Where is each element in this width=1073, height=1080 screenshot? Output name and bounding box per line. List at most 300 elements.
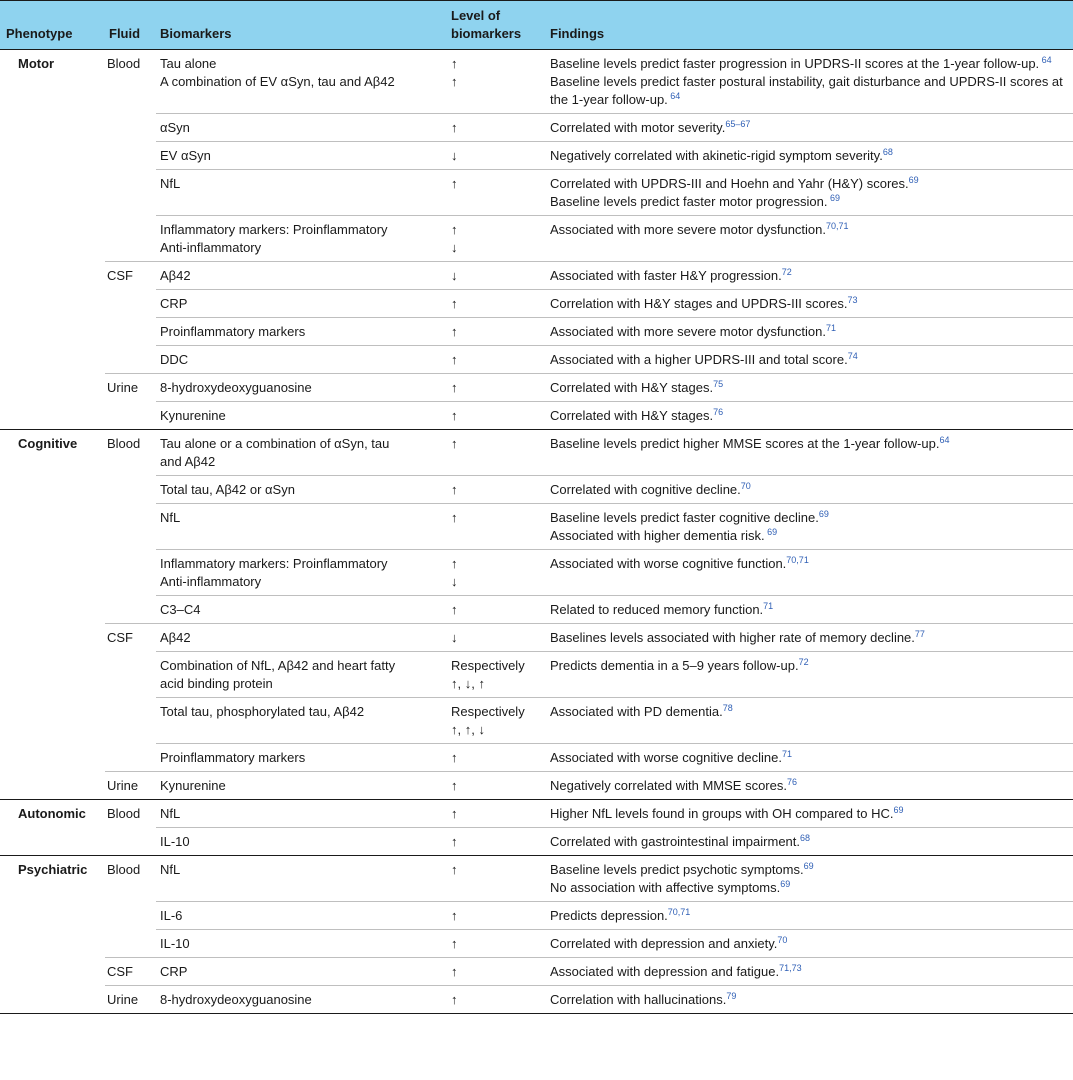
reference-link[interactable]: 79 xyxy=(726,991,737,1001)
fluid-cell xyxy=(105,170,156,216)
finding-line xyxy=(550,703,1067,721)
findings-cell xyxy=(546,856,1073,902)
finding-line xyxy=(550,323,1067,341)
phenotype-cell xyxy=(0,772,105,800)
fluid-cell xyxy=(105,902,156,930)
finding-text: Correlated with motor severity. xyxy=(550,120,726,135)
table-row xyxy=(0,902,1073,930)
fluid-cell: Urine xyxy=(105,772,156,800)
finding-line xyxy=(550,527,1067,545)
biomarker-cell xyxy=(156,902,447,930)
phenotype-cell xyxy=(0,318,105,346)
reference-link[interactable]: 69 xyxy=(893,805,904,815)
finding-text: Baseline levels predict faster cognitive decline. xyxy=(550,510,819,525)
level-cell xyxy=(447,170,546,216)
phenotype-cell xyxy=(0,346,105,374)
biomarker-line: Aβ42 xyxy=(160,630,191,645)
fluid-cell: CSF xyxy=(105,624,156,652)
biomarker-line: IL-10 xyxy=(160,936,190,951)
biomarker-cell xyxy=(156,958,447,986)
finding-text: Correlated with H&Y stages. xyxy=(550,380,714,395)
fluid-cell xyxy=(105,652,156,698)
finding-text: Predicts dementia in a 5–9 years follow-up. xyxy=(550,658,799,673)
fluid-cell: Blood xyxy=(105,50,156,114)
biomarker-line: Kynurenine xyxy=(160,408,226,423)
fluid-cell xyxy=(105,550,156,596)
biomarker-line: NfL xyxy=(160,176,181,191)
level-line: ↑ xyxy=(451,352,458,367)
table-row xyxy=(0,374,1073,402)
reference-link[interactable]: 69 xyxy=(764,527,778,537)
biomarker-line: C3–C4 xyxy=(160,602,201,617)
reference-link[interactable]: 68 xyxy=(800,833,811,843)
finding-text: Correlated with depression and anxiety. xyxy=(550,936,778,951)
header-level xyxy=(447,1,546,50)
level-line: ↑ xyxy=(451,436,458,451)
finding-text: Correlated with cognitive decline. xyxy=(550,482,741,497)
table-row xyxy=(0,114,1073,142)
finding-text: Negatively correlated with MMSE scores. xyxy=(550,778,787,793)
phenotype-cell xyxy=(0,170,105,216)
finding-text: Correlated with UPDRS-III and Hoehn and Yahr (H&Y) scores. xyxy=(550,176,909,191)
biomarker-line: Total tau, phosphorylated tau, Aβ42 xyxy=(160,704,365,719)
finding-text: Correlated with gastrointestinal impairment. xyxy=(550,834,800,849)
findings-cell xyxy=(546,476,1073,504)
phenotype-cell xyxy=(0,290,105,318)
findings-cell xyxy=(546,652,1073,698)
level-line: ↑ xyxy=(451,992,458,1007)
findings-cell xyxy=(546,318,1073,346)
finding-text: Baseline levels predict faster motor progression. xyxy=(550,194,828,209)
finding-line xyxy=(550,221,1067,239)
finding-line xyxy=(550,379,1067,397)
level-cell xyxy=(447,142,546,170)
finding-line xyxy=(550,629,1067,647)
phenotype-cell: Motor xyxy=(0,50,105,114)
phenotype-cell xyxy=(0,698,105,744)
finding-line xyxy=(550,861,1067,879)
reference-link[interactable]: 65–67 xyxy=(725,119,751,129)
phenotype-cell xyxy=(0,652,105,698)
biomarker-line: CRP xyxy=(160,964,188,979)
level-line: ↑ xyxy=(451,296,458,311)
reference-link[interactable]: 73 xyxy=(847,295,858,305)
biomarker-line: NfL xyxy=(160,806,181,821)
header-row xyxy=(0,1,1073,50)
findings-cell xyxy=(546,142,1073,170)
header-level-line1: Level of xyxy=(451,8,501,23)
level-cell xyxy=(447,262,546,290)
findings-cell xyxy=(546,550,1073,596)
biomarker-line: 8-hydroxydeoxyguanosine xyxy=(160,380,312,395)
level-line: Respectively xyxy=(451,704,525,719)
biomarker-line: Inflammatory markers: Proinflammatory xyxy=(160,222,388,237)
phenotype-cell xyxy=(0,986,105,1014)
level-cell xyxy=(447,652,546,698)
finding-line xyxy=(550,193,1067,211)
table-row xyxy=(0,262,1073,290)
table-row xyxy=(0,800,1073,828)
reference-link[interactable]: 72 xyxy=(798,657,809,667)
finding-line xyxy=(550,73,1067,109)
finding-line xyxy=(550,351,1067,369)
table-row xyxy=(0,346,1073,374)
level-line: ↑ xyxy=(451,380,458,395)
findings-cell xyxy=(546,744,1073,772)
biomarker-line: Kynurenine xyxy=(160,778,226,793)
fluid-cell: Blood xyxy=(105,800,156,828)
level-cell xyxy=(447,772,546,800)
table-row xyxy=(0,216,1073,262)
finding-line xyxy=(550,295,1067,313)
finding-text: Correlation with hallucinations. xyxy=(550,992,727,1007)
table-row xyxy=(0,142,1073,170)
biomarker-line: Tau alone xyxy=(160,56,217,71)
phenotype-cell xyxy=(0,142,105,170)
finding-line xyxy=(550,991,1067,1009)
finding-line xyxy=(550,805,1067,823)
finding-text: Baseline levels predict faster progression in UPDRS-II scores at the 1-year follow-up. xyxy=(550,56,1040,71)
reference-link[interactable]: 69 xyxy=(908,175,919,185)
level-line: ↑ xyxy=(451,778,458,793)
findings-cell xyxy=(546,290,1073,318)
finding-text: Associated with a higher UPDRS-III and total score. xyxy=(550,352,848,367)
reference-link[interactable]: 70 xyxy=(777,935,788,945)
fluid-cell xyxy=(105,930,156,958)
findings-cell xyxy=(546,958,1073,986)
fluid-cell xyxy=(105,346,156,374)
biomarker-cell xyxy=(156,114,447,142)
level-cell xyxy=(447,50,546,114)
finding-line xyxy=(550,907,1067,925)
table-row xyxy=(0,596,1073,624)
finding-line xyxy=(550,147,1067,165)
level-cell xyxy=(447,504,546,550)
fluid-cell xyxy=(105,596,156,624)
findings-cell xyxy=(546,50,1073,114)
reference-link[interactable]: 76 xyxy=(786,777,797,787)
level-cell xyxy=(447,374,546,402)
biomarker-cell xyxy=(156,318,447,346)
findings-cell xyxy=(546,430,1073,476)
table-row xyxy=(0,430,1073,476)
level-cell xyxy=(447,318,546,346)
biomarker-line: EV αSyn xyxy=(160,148,211,163)
biomarker-cell xyxy=(156,402,447,430)
reference-link[interactable]: 70,71 xyxy=(826,221,849,231)
finding-text: Correlated with H&Y stages. xyxy=(550,408,714,423)
table-row xyxy=(0,986,1073,1014)
level-line: ↑ xyxy=(451,408,458,423)
level-line: ↑ xyxy=(451,602,458,617)
table-row xyxy=(0,50,1073,114)
findings-cell xyxy=(546,828,1073,856)
table-row xyxy=(0,652,1073,698)
biomarker-line: Aβ42 xyxy=(160,268,191,283)
level-line: ↑ xyxy=(451,222,458,237)
finding-text: Associated with higher dementia risk. xyxy=(550,528,765,543)
fluid-cell: CSF xyxy=(105,262,156,290)
reference-link[interactable]: 71 xyxy=(763,601,774,611)
phenotype-cell xyxy=(0,624,105,652)
table-header xyxy=(0,1,1073,50)
level-cell xyxy=(447,986,546,1014)
level-line: ↑ xyxy=(451,324,458,339)
finding-text: Baseline levels predict higher MMSE scores at the 1-year follow-up. xyxy=(550,436,940,451)
level-cell xyxy=(447,550,546,596)
biomarker-line: Anti-inflammatory xyxy=(160,240,262,255)
level-line: ↑ xyxy=(451,750,458,765)
table-row xyxy=(0,504,1073,550)
reference-link[interactable]: 70 xyxy=(740,481,751,491)
level-line: ↑ xyxy=(451,56,458,71)
finding-text: Associated with PD dementia. xyxy=(550,704,723,719)
finding-text: Associated with worse cognitive decline. xyxy=(550,750,782,765)
fluid-cell xyxy=(105,744,156,772)
header-fluid: Fluid xyxy=(105,1,156,50)
level-cell xyxy=(447,800,546,828)
finding-text: Related to reduced memory function. xyxy=(550,602,764,617)
fluid-cell xyxy=(105,476,156,504)
reference-link[interactable]: 69 xyxy=(803,861,814,871)
reference-link[interactable]: 64 xyxy=(667,91,681,101)
reference-link[interactable]: 69 xyxy=(780,879,791,889)
level-line: ↓ xyxy=(451,574,458,589)
reference-link[interactable]: 68 xyxy=(882,147,893,157)
biomarker-cell xyxy=(156,596,447,624)
level-cell xyxy=(447,958,546,986)
fluid-cell xyxy=(105,504,156,550)
header-phenotype: Phenotype xyxy=(0,1,105,50)
biomarker-cell xyxy=(156,374,447,402)
finding-text: Associated with worse cognitive function. xyxy=(550,556,787,571)
biomarker-cell xyxy=(156,652,447,698)
reference-link[interactable]: 78 xyxy=(722,703,733,713)
phenotype-cell xyxy=(0,374,105,402)
reference-link[interactable]: 71 xyxy=(826,323,837,333)
level-line: ↓ xyxy=(451,148,458,163)
level-line: ↓ xyxy=(451,630,458,645)
phenotype-cell xyxy=(0,476,105,504)
biomarker-line: Combination of NfL, Aβ42 and heart fatty xyxy=(160,658,396,673)
reference-link[interactable]: 70,71 xyxy=(667,907,691,917)
biomarker-line: CRP xyxy=(160,296,188,311)
findings-cell xyxy=(546,114,1073,142)
table-row xyxy=(0,476,1073,504)
phenotype-cell: Cognitive xyxy=(0,430,105,476)
reference-link[interactable]: 69 xyxy=(827,193,840,203)
reference-link[interactable]: 72 xyxy=(781,267,792,277)
fluid-cell: Urine xyxy=(105,374,156,402)
findings-cell xyxy=(546,596,1073,624)
biomarker-line: Tau alone or a combination of αSyn, tau xyxy=(160,436,390,451)
finding-line xyxy=(550,435,1067,453)
biomarker-cell xyxy=(156,50,447,114)
level-cell xyxy=(447,930,546,958)
phenotype-cell xyxy=(0,902,105,930)
phenotype-cell xyxy=(0,550,105,596)
findings-cell xyxy=(546,262,1073,290)
fluid-cell xyxy=(105,828,156,856)
table-row xyxy=(0,856,1073,902)
reference-link[interactable]: 74 xyxy=(847,351,858,361)
level-line: ↑, ↓, ↑ xyxy=(451,676,485,691)
biomarker-line: DDC xyxy=(160,352,189,367)
header-level-line2: biomarkers xyxy=(451,26,522,41)
phenotype-cell xyxy=(0,596,105,624)
findings-cell xyxy=(546,374,1073,402)
level-line: ↑ xyxy=(451,834,458,849)
reference-link[interactable]: 77 xyxy=(914,629,925,639)
reference-link[interactable]: 76 xyxy=(713,407,724,417)
level-cell xyxy=(447,216,546,262)
finding-line xyxy=(550,55,1067,73)
finding-line xyxy=(550,879,1067,897)
table-row xyxy=(0,290,1073,318)
biomarker-cell xyxy=(156,624,447,652)
phenotype-cell xyxy=(0,930,105,958)
level-cell xyxy=(447,430,546,476)
finding-line xyxy=(550,601,1067,619)
level-line: ↑ xyxy=(451,908,458,923)
finding-line xyxy=(550,749,1067,767)
table-row xyxy=(0,318,1073,346)
findings-cell xyxy=(546,800,1073,828)
biomarker-line: A combination of EV αSyn, tau and Aβ42 xyxy=(160,74,395,89)
biomarker-cell xyxy=(156,550,447,596)
level-line: ↑ xyxy=(451,936,458,951)
biomarker-cell xyxy=(156,800,447,828)
finding-line xyxy=(550,555,1067,573)
fluid-cell xyxy=(105,142,156,170)
level-line: ↑ xyxy=(451,964,458,979)
finding-text: Associated with more severe motor dysfunction. xyxy=(550,324,827,339)
biomarker-cell xyxy=(156,504,447,550)
finding-line xyxy=(550,509,1067,527)
phenotype-cell xyxy=(0,114,105,142)
phenotype-cell xyxy=(0,828,105,856)
findings-cell xyxy=(546,346,1073,374)
phenotype-cell: Autonomic xyxy=(0,800,105,828)
reference-link[interactable]: 71,73 xyxy=(779,963,802,973)
fluid-cell: Blood xyxy=(105,430,156,476)
reference-link[interactable]: 69 xyxy=(818,509,829,519)
level-line: ↑ xyxy=(451,120,458,135)
finding-line xyxy=(550,175,1067,193)
header-biomarkers: Biomarkers xyxy=(156,1,447,50)
level-line: ↓ xyxy=(451,240,458,255)
finding-line xyxy=(550,777,1067,795)
table-body xyxy=(0,50,1073,1014)
biomarker-cell xyxy=(156,430,447,476)
phenotype-cell xyxy=(0,402,105,430)
findings-cell xyxy=(546,402,1073,430)
biomarker-line: NfL xyxy=(160,862,181,877)
fluid-cell: Blood xyxy=(105,856,156,902)
level-line: ↑ xyxy=(451,806,458,821)
biomarker-cell xyxy=(156,262,447,290)
level-line: ↓ xyxy=(451,268,458,283)
biomarker-cell xyxy=(156,290,447,318)
reference-link[interactable]: 64 xyxy=(939,435,950,445)
biomarker-cell xyxy=(156,828,447,856)
biomarker-line: Proinflammatory markers xyxy=(160,750,306,765)
finding-text: Predicts depression. xyxy=(550,908,668,923)
phenotype-cell xyxy=(0,958,105,986)
table-row xyxy=(0,930,1073,958)
biomarker-line: IL-10 xyxy=(160,834,190,849)
header-findings: Findings xyxy=(546,1,1073,50)
findings-cell xyxy=(546,698,1073,744)
finding-text: Baselines levels associated with higher rate of memory decline. xyxy=(550,630,915,645)
finding-text: Negatively correlated with akinetic-rigid symptom severity. xyxy=(550,148,883,163)
biomarker-cell xyxy=(156,142,447,170)
finding-line xyxy=(550,267,1067,285)
biomarker-line: 8-hydroxydeoxyguanosine xyxy=(160,992,312,1007)
phenotype-cell xyxy=(0,504,105,550)
level-line: ↑ xyxy=(451,482,458,497)
biomarker-line: NfL xyxy=(160,510,181,525)
biomarker-cell xyxy=(156,476,447,504)
level-cell xyxy=(447,346,546,374)
reference-link[interactable]: 64 xyxy=(1039,55,1052,65)
level-cell xyxy=(447,476,546,504)
table-row xyxy=(0,698,1073,744)
table-row xyxy=(0,828,1073,856)
biomarker-cell xyxy=(156,346,447,374)
fluid-cell xyxy=(105,402,156,430)
level-cell xyxy=(447,902,546,930)
fluid-cell: Urine xyxy=(105,986,156,1014)
finding-text: Baseline levels predict faster postural instability, gait disturbance and UPDRS-II scores at the 1-year follow-up. xyxy=(550,74,1063,107)
level-line: ↑ xyxy=(451,176,458,191)
biomarker-line: Inflammatory markers: Proinflammatory xyxy=(160,556,388,571)
level-line: ↑ xyxy=(451,74,458,89)
fluid-cell xyxy=(105,114,156,142)
findings-cell xyxy=(546,772,1073,800)
table-row xyxy=(0,624,1073,652)
phenotype-cell: Psychiatric xyxy=(0,856,105,902)
phenotype-cell xyxy=(0,216,105,262)
level-cell xyxy=(447,856,546,902)
reference-link[interactable]: 70,71 xyxy=(786,555,809,565)
level-line: ↑ xyxy=(451,556,458,571)
biomarker-line: IL-6 xyxy=(160,908,183,923)
level-cell xyxy=(447,290,546,318)
finding-line xyxy=(550,657,1067,675)
level-line: Respectively xyxy=(451,658,525,673)
level-line: ↑ xyxy=(451,510,458,525)
finding-line xyxy=(550,935,1067,953)
table-row xyxy=(0,550,1073,596)
level-cell xyxy=(447,828,546,856)
reference-link[interactable]: 71 xyxy=(781,749,792,759)
phenotype-cell xyxy=(0,262,105,290)
biomarker-cell xyxy=(156,856,447,902)
finding-line xyxy=(550,481,1067,499)
biomarker-line: Proinflammatory markers xyxy=(160,324,306,339)
findings-cell xyxy=(546,216,1073,262)
phenotype-cell xyxy=(0,744,105,772)
fluid-cell xyxy=(105,698,156,744)
reference-link[interactable]: 75 xyxy=(713,379,724,389)
level-cell xyxy=(447,744,546,772)
biomarker-cell xyxy=(156,744,447,772)
findings-cell xyxy=(546,902,1073,930)
biomarker-cell xyxy=(156,698,447,744)
finding-text: Associated with depression and fatigue. xyxy=(550,964,780,979)
biomarker-cell xyxy=(156,170,447,216)
